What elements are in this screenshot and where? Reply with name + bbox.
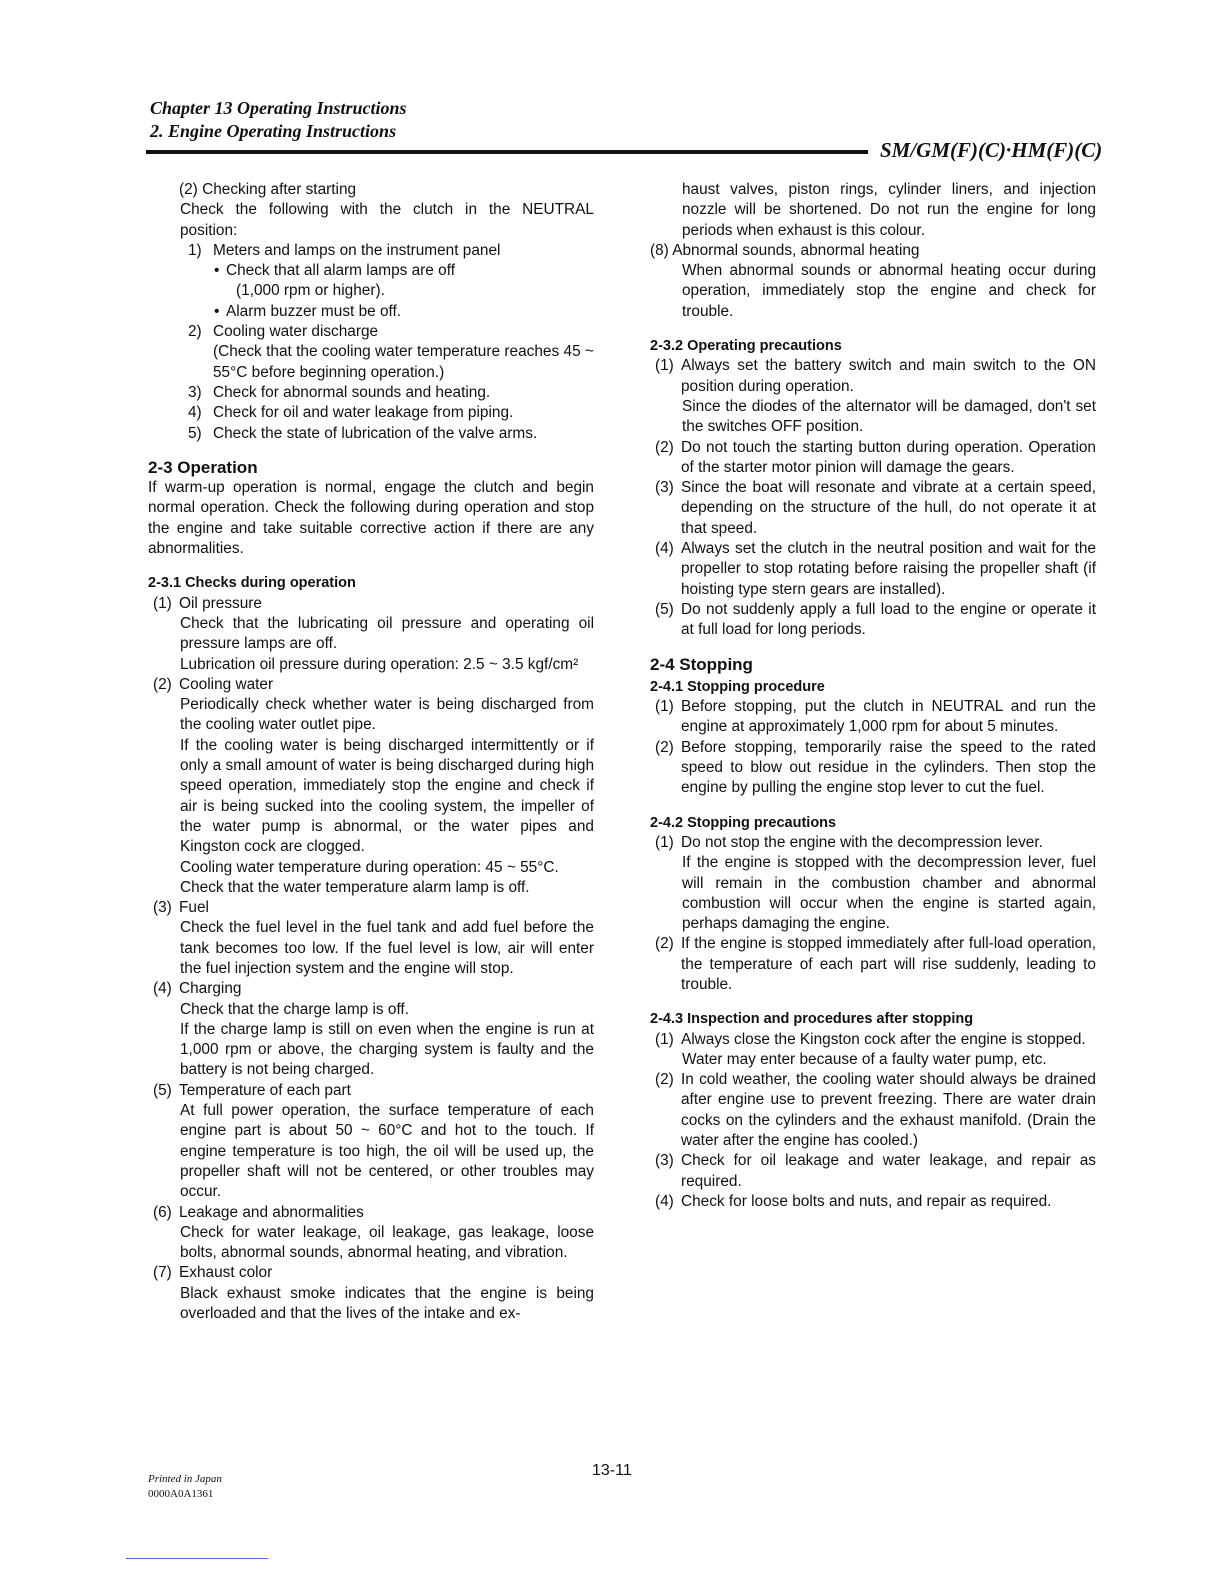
bullet-item: • Check that all alarm lamps are off [148, 261, 594, 281]
bottom-line [126, 1558, 268, 1559]
right-column [650, 180, 1096, 1212]
paragraph: Check that the water temperature alarm lamp is off. [180, 878, 530, 896]
checks-list [148, 594, 594, 1325]
list-item: (2) Cooling water [153, 675, 274, 693]
list-item: (5) Do not suddenly apply a full load to the engine or operate it at full load for long periods. [655, 600, 1096, 639]
paragraph: If the cooling water is being discharged intermittently or if only a small amount of water is being discharged during high speed operation, immediately stop the engine and check if air is being sucked into the cooling system, the impeller of the water pump is abnormal, or the water pipes and Kingston cock are clogged. [180, 736, 594, 856]
model-designation: SM/GM(F)(C)·HM(F)(C) [880, 138, 1103, 162]
list-item: (2) In cold weather, the cooling water should always be drained after engine use to prevent freezing. There are water drain cocks on the cylinders and the exhaust manifold. (Drain the water after the engine has cooled.) [655, 1071, 1096, 1150]
header-rule [146, 150, 868, 154]
paragraph: Water may enter because of a faulty water pump, etc. [682, 1050, 1047, 1068]
subsection-heading: 2-4.3 Inspection and procedures after stopping [650, 1011, 974, 1028]
list-item: (1) Always close the Kingston cock after the engine is stopped. [655, 1030, 1086, 1048]
list-item: 4) Check for oil and water leakage from piping. [188, 404, 514, 422]
subsection-heading: 2-4.1 Stopping procedure [650, 678, 825, 695]
subsection-heading: 2-4.2 Stopping precautions [650, 814, 837, 831]
subsection-title: (2) Checking after starting [179, 181, 357, 198]
bullet-continuation: (1,000 rpm or higher). [236, 282, 385, 300]
paragraph: haust valves, piston rings, cylinder liners, and injection nozzle will be shortened. Do not run the engine for long periods when exhaust is this colour. [682, 181, 1096, 239]
paragraph: If the charge lamp is still on even when the engine is run at 1,000 rpm or above, the charging system is faulty and the battery is not being charged. [180, 1020, 594, 1079]
list-item: (2) If the engine is stopped immediately after full-load operation, the temperature of each part will rise suddenly, leading to trouble. [655, 935, 1096, 993]
list-item: (3) Fuel [153, 899, 209, 917]
section-title: 2. Engine Operating Instructions [150, 121, 397, 141]
bullet-item: • Alarm buzzer must be off. [148, 302, 594, 322]
list-item: 2) Cooling water discharge [188, 323, 379, 341]
subsection-heading: 2-3.2 Operating precautions [650, 338, 842, 355]
list-item: (3) Check for oil leakage and water leakage, and repair as required. [655, 1152, 1096, 1190]
list-item: 1) Meters and lamps on the instrument panel [188, 241, 501, 259]
paragraph: If the engine is stopped with the decompression lever, fuel will remain in the combustion chamber and abnormal combustion will occur when the engine is started again, perhaps damaging the engine. [682, 854, 1096, 933]
list-item: (1) Before stopping, put the clutch in NEUTRAL and run the engine at approximately 1,000 rpm for about 5 minutes. [655, 698, 1096, 736]
list-item: 5) Check the state of lubrication of the valve arms. [188, 424, 538, 442]
list-item: (4) Charging [153, 980, 242, 998]
list-item: (4) Always set the clutch in the neutral position and wait for the propeller to stop rotating before raising the propeller shaft (if hoisting type stern gears are installed). [655, 540, 1096, 598]
section-heading: 2-3 Operation [148, 457, 258, 477]
document-code: 0000A0A1361 [148, 1488, 214, 1500]
paragraph: Check the following with the clutch in the NEUTRAL position: [180, 201, 594, 239]
paragraph: Lubrication oil pressure during operation: 2.5 ~ 3.5 kgf/cm² [180, 655, 579, 673]
list-item: (2) Do not touch the starting button during operation. Operation of the starter motor pinion will damage the gears. [655, 438, 1096, 476]
paragraph: Since the diodes of the alternator will be damaged, don't set the switches OFF position. [682, 397, 1096, 436]
list-item: (1) Always set the battery switch and main switch to the ON position during operation. [655, 357, 1096, 395]
printed-note: Printed in Japan [148, 1473, 222, 1485]
list-item: (7) Exhaust color [153, 1264, 273, 1282]
left-column [148, 180, 594, 1324]
paragraph: Black exhaust smoke indicates that the engine is being overloaded and that the lives of the intake and ex- [180, 1284, 594, 1323]
list-item: (4) Check for loose bolts and nuts, and repair as required. [655, 1192, 1052, 1210]
list-item: (6) Leakage and abnormalities [153, 1203, 364, 1221]
paragraph: Check for water leakage, oil leakage, gas leakage, loose bolts, abnormal sounds, abnormal heating, and vibration. [180, 1223, 594, 1262]
list-item: (1) Oil pressure [153, 594, 262, 612]
paragraph: (Check that the cooling water temperature reaches 45 ~ 55°C before beginning operation.) [213, 343, 594, 381]
list-item: (1) Do not stop the engine with the decompression lever. [655, 833, 1043, 851]
paragraph: If warm-up operation is normal, engage the clutch and begin normal operation. Check the following during operation and stop the engine and take suitable corrective action if there are any abnormalities. [148, 479, 594, 558]
section-heading: 2-4 Stopping [650, 654, 753, 674]
paragraph: Periodically check whether water is being discharged from the cooling water outlet pipe. [180, 696, 594, 734]
chapter-title: Chapter 13 Operating Instructions [150, 98, 407, 118]
paragraph: Check that the charge lamp is off. [180, 1000, 409, 1018]
paragraph: At full power operation, the surface temperature of each engine part is about 50 ~ 60°C and hot to the touch. If engine temperature is too high, the oil will be used up, the propeller shaft will not be centered, or other troubles may occur. [180, 1102, 594, 1201]
list-item: (2) Before stopping, temporarily raise the speed to the rated speed to blow out residue in the cylinders. Then stop the engine by pulling the engine stop lever to cut the fuel. [655, 738, 1096, 797]
list-item: (3) Since the boat will resonate and vibrate at a certain speed, depending on the structure of the hull, do not operate it at that speed. [655, 479, 1096, 537]
page-number: 13-11 [592, 1462, 632, 1479]
paragraph: Cooling water temperature during operation: 45 ~ 55°C. [180, 858, 559, 876]
list-item: (5) Temperature of each part [153, 1081, 351, 1099]
paragraph: Check the fuel level in the fuel tank and add fuel before the tank becomes too low. If the fuel level is low, air will enter the fuel injection system and the engine will stop. [180, 919, 594, 977]
subsection-heading: 2-3.1 Checks during operation [148, 575, 356, 592]
list-item: 3) Check for abnormal sounds and heating. [188, 383, 491, 401]
subsection-title: (8) Abnormal sounds, abnormal heating [650, 241, 920, 259]
paragraph: When abnormal sounds or abnormal heating occur during operation, immediately stop the engine and check for trouble. [682, 262, 1096, 320]
paragraph: Check that the lubricating oil pressure and operating oil pressure lamps are off. [180, 614, 594, 653]
